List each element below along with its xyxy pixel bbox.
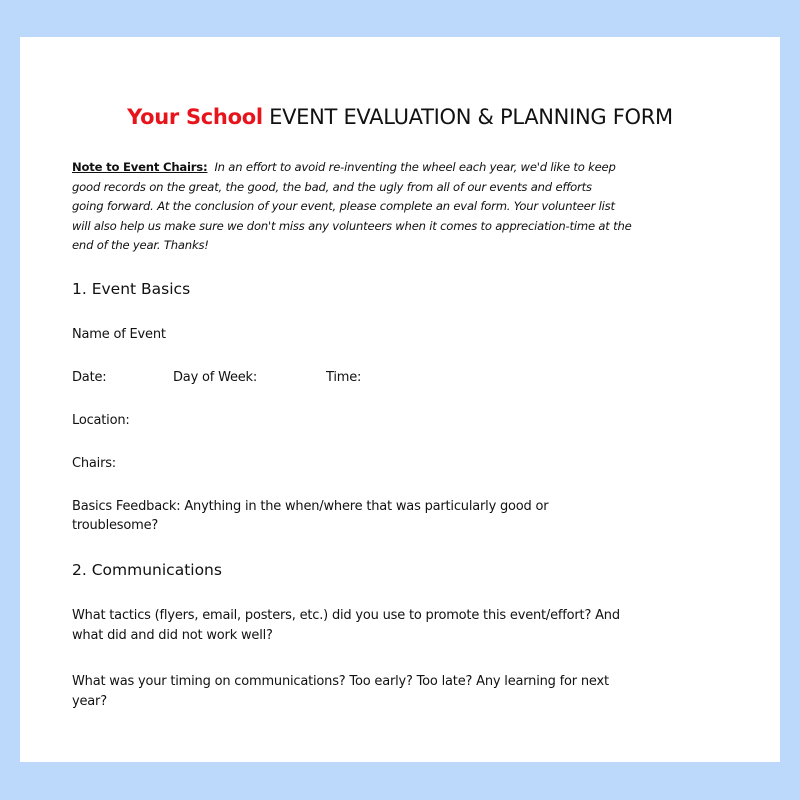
note-line: Note to Event Chairs: In an effort to avoid re-inventing the wheel each year, we'd like to keep xyxy=(72,160,616,174)
timing-question-cont: year? xyxy=(72,694,107,709)
note-line: will also help us make sure we don't miss any volunteers when it comes to appreciation-time at the xyxy=(72,219,632,233)
basics-feedback-question-cont: troublesome? xyxy=(72,518,159,533)
school-name: Your School xyxy=(127,105,263,129)
note-line: good records on the great, the good, the bad, and the ugly from all of our events and efforts xyxy=(72,180,592,194)
event-name-label: Name of Event xyxy=(72,327,166,342)
location-label: Location: xyxy=(72,413,130,428)
section-heading-communications: 2. Communications xyxy=(72,561,222,579)
day-of-week-label: Day of Week: xyxy=(173,370,258,385)
date-label: Date: xyxy=(72,370,107,385)
note-label: Note to Event Chairs: xyxy=(72,160,208,174)
form-title xyxy=(20,105,780,129)
basics-feedback-question: Basics Feedback: Anything in the when/where that was particularly good or xyxy=(72,499,549,514)
note-line: end of the year. Thanks! xyxy=(72,238,209,252)
time-label: Time: xyxy=(326,370,362,385)
form-page xyxy=(20,37,780,762)
note-line: going forward. At the conclusion of your event, please complete an eval form. Your volunteer list xyxy=(72,199,615,213)
tactics-question: What tactics (flyers, email, posters, etc.) did you use to promote this event/effort? And xyxy=(72,608,620,623)
section-heading-event-basics: 1. Event Basics xyxy=(72,280,191,298)
timing-question: What was your timing on communications? Too early? Too late? Any learning for next xyxy=(72,674,609,689)
tactics-question-cont: what did and did not work well? xyxy=(72,628,273,643)
form-title-text: EVENT EVALUATION & PLANNING FORM xyxy=(269,105,673,129)
chairs-label: Chairs: xyxy=(72,456,116,471)
